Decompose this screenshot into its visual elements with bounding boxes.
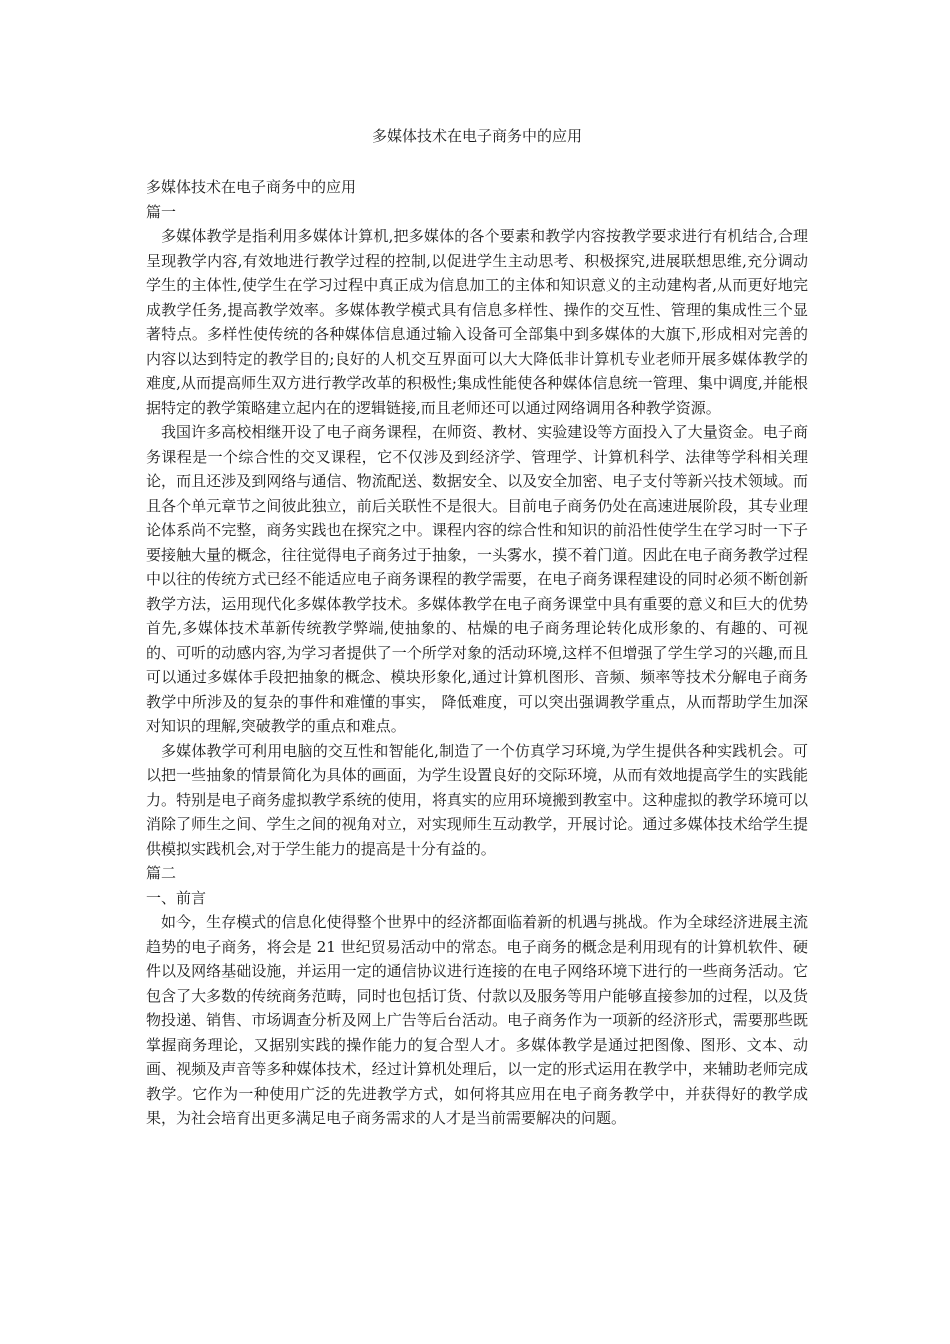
document-title: 多媒体技术在电子商务中的应用	[371, 127, 582, 145]
paragraph-2: 我国许多高校相继开设了电子商务课程，在师资、教材、实验建设等方面投入了大量资金。电子商务课程是一个综合性的交叉课程，它不仅涉及到经济学、管理学、计算机科学、法律等学科相关理论，而且还涉及到网络与通信、物流配送、数据安全、以及安全加密、电子支付等新兴技术领域。而且各个单元章节之间彼此独立，前后关联性不是很大。目前电子商务仍处在高速进展阶段，其专业理论体系尚不完整，商务实践也在探究之中。课程内容的综合性和知识的前沿性使学生在学习时一下子要接触大量的概念，往往觉得电子商务过于抽象，一头雾水，摸不着门道。因此在电子商务教学过程中以往的传统方式已经不能适应电子商务课程的教学需要，在电子商务课程建设的同时必须不断创新教学方法，运用现代化多媒体教学技术。多媒体教学在电子商务课堂中具有重要的意义和巨大的优势首先,多媒体技术革新传统教学弊端,使抽象的、枯燥的电子商务理论转化成形象的、有趣的、可视的、可听的动感内容,为学习者提供了一个所学对象的活动环境,这样不但增强了学生学习的兴趣,而且可以通过多媒体手段把抽象的概念、模块形象化,通过计算机图形、音频、频率等技术分解电子商务教学中所涉及的复杂的事件和难懂的事实， 降低难度，可以突出强调教学重点，从而帮助学生加深对知识的理解,突破教学的重点和难点。	[146, 423, 808, 735]
section-heading: 一、前言	[146, 888, 207, 907]
document-body	[146, 175, 808, 1131]
paragraph-4: 如今，生存模式的信息化使得整个世界中的经济都面临着新的机遇与挑战。作为全球经济进展主流趋势的电子商务，将会是 21 世纪贸易活动中的常态。电子商务的概念是利用现有的计算机软件、硬件以及网络基础设施，并运用一定的通信协议进行连接的在电子网络环境下进行的一些商务活动。它包含了大多数的传统商务范畴，同时也包括订货、付款以及服务等用户能够直接参加的过程，以及货物投递、销售、市场调查分析及网上广告等后台活动。电子商务作为一项新的经济形式，需要那些既掌握商务理论，又据别实践的操作能力的复合型人才。多媒体教学是通过把图像、图形、文本、动画、视频及声音等多种媒体技术，经过计算机处理后，以一定的形式运用在教学中，来辅助老师完成教学。它作为一种使用广泛的先进教学方式，如何将其应用在电子商务教学中，并获得好的教学成果，为社会培育出更多满足电子商务需求的人才是当前需要解决的问题。	[146, 913, 808, 1127]
paragraph-1: 多媒体教学是指利用多媒体计算机,把多媒体的各个要素和教学内容按教学要求进行有机结合,合理呈现教学内容,有效地进行教学过程的控制,以促进学生主动思考、积极探究,进展联想思维,充分调动学生的主体性,使学生在学习过程中真正成为信息加工的主体和知识意义的主动建构者,从而更好地完成教学任务,提高教学效率。多媒体教学模式具有信息多样性、操作的交互性、管理的集成性三个显著特点。多样性使传统的各种媒体信息通过输入设备可全部集中到多媒体的大旗下,形成相对完善的内容以达到特定的教学目的;良好的人机交互界面可以大大降低非计算机专业老师开展多媒体教学的难度,从而提高师生双方进行教学改革的积极性;集成性能使各种媒体信息统一管理、集中调度,并能根据特定的教学策略建立起内在的逻辑链接,而且老师还可以通过网络调用各种教学资源。	[146, 227, 808, 417]
paragraph-3: 多媒体教学可利用电脑的交互性和智能化,制造了一个仿真学习环境,为学生提供各种实践机会。可以把一些抽象的情景简化为具体的画面，为学生设置良好的交际环境，从而有效地提高学生的实践能力。特别是电子商务虚拟教学系统的使用，将真实的应用环境搬到教室中。这种虚拟的教学环境可以消除了师生之间、学生之间的视角对立，对实现师生互动教学，开展讨论。通过多媒体技术给学生提供模拟实践机会,对于学生能力的提高是十分有益的。	[146, 741, 808, 858]
part-label-2: 篇二	[146, 864, 177, 882]
part-label-1: 篇一	[146, 202, 177, 221]
document-subtitle: 多媒体技术在电子商务中的应用	[146, 178, 357, 196]
